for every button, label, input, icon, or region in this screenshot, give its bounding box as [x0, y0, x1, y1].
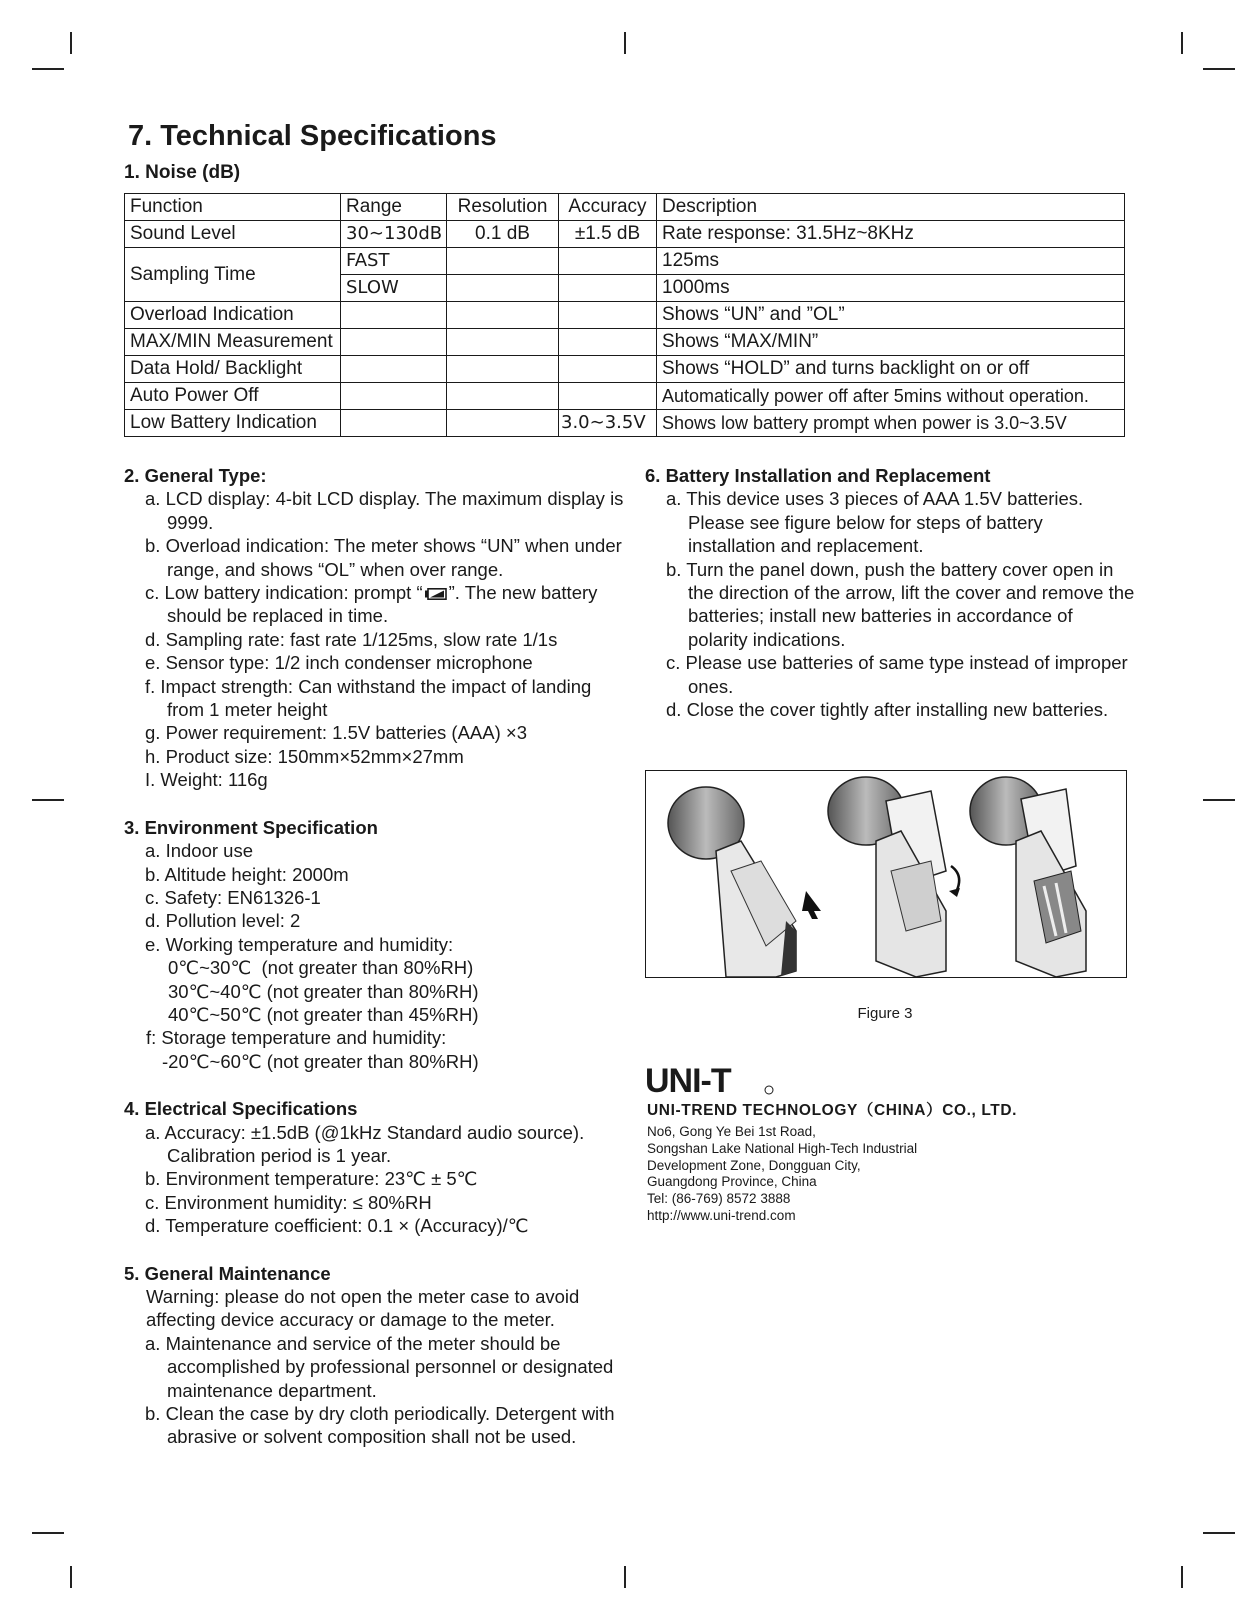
list-subitem: -20℃~60℃ (not greater than 80%RH)	[162, 1050, 479, 1072]
table-cell: Shows “HOLD” and turns backlight on or off	[657, 356, 1125, 383]
table-cell: FAST	[341, 248, 447, 275]
list-item: a. LCD display: 4-bit LCD display. The maximum display is 9999.	[145, 488, 624, 533]
list-item-text: c. Low battery indication: prompt “	[145, 582, 423, 604]
crop-mark	[70, 1566, 72, 1588]
step-1-meter	[668, 787, 821, 977]
header-cell: Description	[657, 194, 1125, 221]
header-cell: Function	[125, 194, 341, 221]
table-cell: Automatically power off after 5mins without operation.	[657, 383, 1125, 410]
battery-replacement-figure	[645, 770, 1127, 978]
address-line: http://www.uni-trend.com	[647, 1207, 796, 1223]
address-line: Guangdong Province, China	[647, 1174, 817, 1190]
table-cell: 30∼130dB	[341, 221, 447, 248]
table-cell	[559, 302, 657, 329]
logo-text: UNI-T	[645, 1064, 731, 1096]
list-item: b. Overload indication: The meter shows “UN” when under range, and shows “OL” when over range.	[145, 535, 622, 580]
header-cell: Resolution	[447, 194, 559, 221]
figure-caption: Figure 3	[857, 1005, 913, 1022]
noise-heading: 1. Noise (dB)	[124, 162, 241, 183]
list-subitem: 40℃~50℃ (not greater than 45%RH)	[168, 1003, 479, 1025]
table-cell	[559, 356, 657, 383]
table-row	[125, 329, 1125, 356]
step-2-meter	[828, 777, 960, 977]
header-cell: Range	[341, 194, 447, 221]
crop-mark	[624, 1566, 626, 1588]
right-column	[645, 464, 1135, 721]
company-address	[647, 1124, 917, 1225]
company-name: UNI-TREND TECHNOLOGY（CHINA）CO., LTD.	[647, 1102, 1018, 1119]
crop-mark	[70, 32, 72, 54]
battery-steps-illustration	[646, 771, 1126, 977]
crop-mark	[1181, 32, 1183, 54]
table-cell	[559, 248, 657, 275]
table-cell	[559, 275, 657, 302]
table-cell: Low Battery Indication	[125, 410, 341, 437]
table-row	[125, 383, 1125, 410]
table-cell: 125ms	[657, 248, 1125, 275]
table-cell	[341, 383, 447, 410]
table-cell: 3.0∼3.5V	[559, 410, 657, 437]
section-heading: 5. General Maintenance	[124, 1262, 331, 1284]
list-item: a. Maintenance and service of the meter should be accomplished by professional personnel or designated maintenance department.	[145, 1332, 614, 1401]
table-cell: MAX/MIN Measurement	[125, 329, 341, 356]
table-row	[125, 410, 1125, 437]
list-subitem: 0℃~30℃ (not greater than 80%RH)	[168, 957, 474, 979]
list-item: c. Safety: EN61326-1	[145, 886, 321, 908]
crop-mark	[1203, 799, 1235, 801]
table-cell	[341, 410, 447, 437]
list-item: I. Weight: 116g	[145, 769, 268, 791]
list-item: a. This device uses 3 pieces of AAA 1.5V batteries. Please see figure below for steps of battery installation and replacement.	[666, 488, 1084, 557]
list-item: d. Sampling rate: fast rate 1/125ms, slow rate 1/1s	[145, 628, 558, 650]
table-cell	[447, 275, 559, 302]
environment-section	[124, 816, 624, 1073]
list-item: d. Temperature coefficient: 0.1 × (Accuracy)/℃	[145, 1215, 529, 1237]
list-item: e. Working temperature and humidity:	[145, 933, 454, 955]
noise-spec-table	[124, 193, 1125, 437]
list-item: d. Pollution level: 2	[145, 910, 301, 932]
table-cell: Data Hold/ Backlight	[125, 356, 341, 383]
table-cell	[559, 383, 657, 410]
table-cell: Overload Indication	[125, 302, 341, 329]
list-item: d. Close the cover tightly after installing new batteries.	[666, 699, 1109, 721]
crop-mark	[1203, 1532, 1235, 1534]
list-item: f: Storage temperature and humidity:	[146, 1027, 447, 1049]
list-item: f. Impact strength: Can withstand the impact of landing from 1 meter height	[145, 675, 592, 721]
crop-mark	[1203, 68, 1235, 70]
table-cell: SLOW	[341, 275, 447, 302]
list-item: b. Environment temperature: 23℃ ± 5℃	[145, 1168, 478, 1190]
table-cell	[447, 410, 559, 437]
table-row	[125, 248, 1125, 275]
address-line: No6, Gong Ye Bei 1st Road,	[647, 1124, 816, 1139]
table-cell: Shows “UN” and ”OL”	[657, 302, 1125, 329]
left-column	[124, 464, 624, 1473]
table-cell	[447, 302, 559, 329]
battery-icon	[425, 588, 447, 600]
crop-mark	[624, 32, 626, 54]
list-item: c. Please use batteries of same type instead of improper ones.	[666, 652, 1128, 697]
table-cell: Rate response: 31.5Hz~8KHz	[657, 221, 1125, 248]
table-cell: 1000ms	[657, 275, 1125, 302]
list-item: g. Power requirement: 1.5V batteries (AAA) ×3	[145, 722, 528, 744]
crop-mark	[32, 799, 64, 801]
table-cell: Sound Level	[125, 221, 341, 248]
list-subitem: 30℃~40℃ (not greater than 80%RH)	[168, 980, 479, 1002]
list-item: b. Turn the panel down, push the battery cover open in the direction of the arrow, lift the cover and remove the batteries; install new batteries in accordance of polarity indications.	[666, 558, 1135, 650]
header-cell: Accuracy	[559, 194, 657, 221]
table-row	[125, 356, 1125, 383]
section-heading: 2. General Type:	[124, 465, 267, 486]
section-heading: 4. Electrical Specifications	[124, 1098, 358, 1120]
crop-mark	[32, 1532, 64, 1534]
list-item: b. Clean the case by dry cloth periodically. Detergent with abrasive or solvent composition shall not be used.	[145, 1403, 615, 1448]
crop-mark	[32, 68, 64, 70]
list-item: a. Accuracy: ±1.5dB (@1kHz Standard audio source). Calibration period is 1 year.	[145, 1121, 585, 1166]
table-row	[125, 302, 1125, 329]
table-cell: Auto Power Off	[125, 383, 341, 410]
list-item: a. Indoor use	[145, 840, 253, 862]
list-item: h. Product size: 150mm×52mm×27mm	[145, 745, 464, 767]
table-cell	[341, 329, 447, 356]
table-cell: ±1.5 dB	[559, 221, 657, 248]
address-line: Songshan Lake National High-Tech Industrial	[647, 1140, 918, 1156]
table-cell: 0.1 dB	[447, 221, 559, 248]
list-item: e. Sensor type: 1/2 inch condenser microphone	[145, 652, 533, 674]
list-item: c. Environment humidity: ≤ 80%RH	[145, 1191, 432, 1213]
address-line: Tel: (86-769) 8572 3888	[647, 1191, 791, 1207]
warning-text: Warning: please do not open the meter case to avoid affecting device accuracy or damage to the meter.	[146, 1286, 580, 1331]
table-cell	[447, 383, 559, 410]
table-cell	[447, 356, 559, 383]
table-cell	[447, 329, 559, 356]
section-heading: 6. Battery Installation and Replacement	[645, 465, 991, 486]
table-cell	[341, 356, 447, 383]
table-header-row	[125, 194, 1125, 221]
address-line: Development Zone, Dongguan City,	[647, 1157, 861, 1173]
crop-mark	[1181, 1566, 1183, 1588]
general-type-section	[124, 464, 624, 792]
table-cell	[559, 329, 657, 356]
electrical-section	[124, 1097, 624, 1237]
table-cell	[447, 248, 559, 275]
list-item-text: ”. The new battery should be replaced in time.	[167, 582, 598, 627]
table-cell: Shows “MAX/MIN”	[657, 329, 1125, 356]
table-row	[125, 221, 1125, 248]
table-cell	[341, 302, 447, 329]
list-item: b. Altitude height: 2000m	[145, 863, 349, 885]
section-heading: 3. Environment Specification	[124, 816, 378, 838]
table-cell: Shows low battery prompt when power is 3.0~3.5V	[657, 410, 1125, 437]
table-cell: Sampling Time	[125, 248, 341, 302]
step-3-meter	[970, 777, 1086, 977]
maintenance-section	[124, 1262, 624, 1449]
uni-t-logo	[645, 1064, 775, 1096]
page-title: 7. Technical Specifications	[128, 120, 497, 152]
list-item	[124, 581, 624, 628]
